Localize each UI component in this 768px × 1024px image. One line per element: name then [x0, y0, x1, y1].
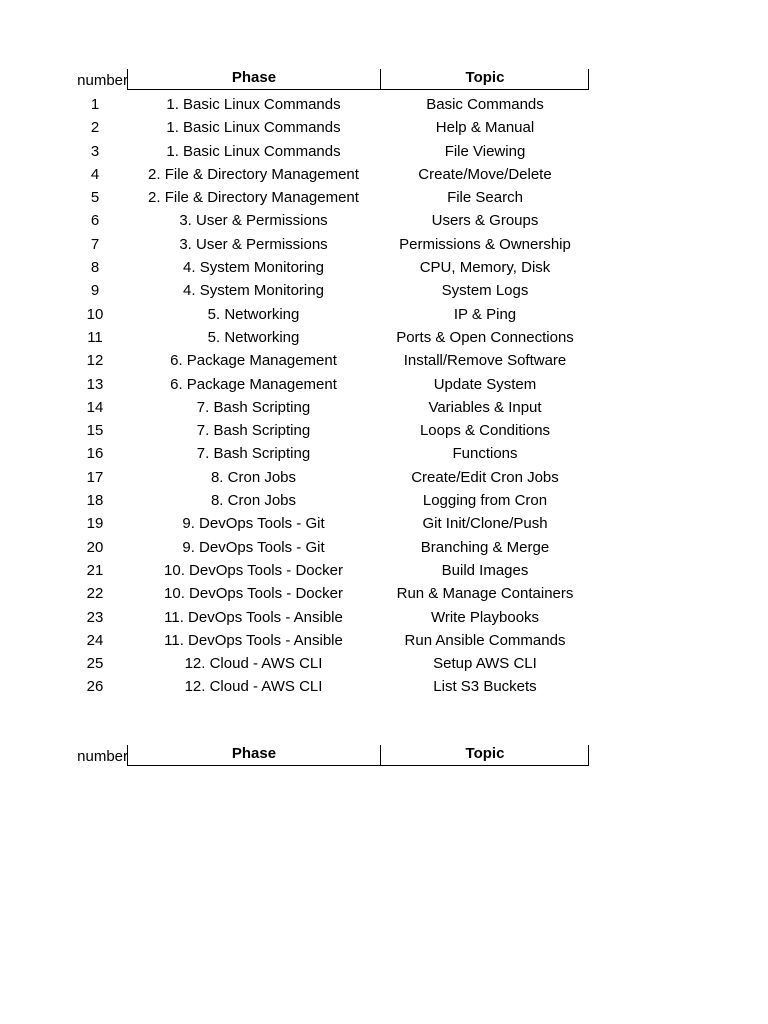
- cell-phase: 11. DevOps Tools - Ansible: [164, 608, 343, 626]
- table-row: [0, 140, 768, 163]
- cell-topic: File Search: [447, 189, 523, 207]
- table-row: [0, 116, 768, 139]
- table-row: [0, 466, 768, 489]
- cell-topic: IP & Ping: [453, 305, 517, 323]
- cell-topic: Create/Edit Cron Jobs: [411, 468, 559, 486]
- table-row: [0, 652, 768, 675]
- cell-phase: 4. System Monitoring: [183, 259, 324, 277]
- cell-topic: Variables & Input: [428, 398, 542, 416]
- cell-number: 21: [86, 561, 104, 579]
- cell-number: 5: [90, 189, 100, 207]
- table-row: [0, 233, 768, 256]
- cell-phase: 7. Bash Scripting: [196, 445, 311, 463]
- cell-topic: Help & Manual: [435, 119, 535, 137]
- cell-topic: Run & Manage Containers: [396, 585, 574, 603]
- cell-number: 20: [86, 538, 104, 556]
- cell-phase: 7. Bash Scripting: [196, 422, 311, 440]
- table-row: [0, 349, 768, 372]
- cell-phase: 7. Bash Scripting: [196, 398, 311, 416]
- cell-number: 1: [90, 96, 100, 113]
- header-box: [127, 69, 589, 90]
- header-topic: Topic: [465, 69, 505, 86]
- header-number: number: [77, 72, 128, 89]
- cell-number: 19: [86, 515, 104, 533]
- cell-number: 25: [86, 655, 104, 673]
- cell-topic: Loops & Conditions: [419, 422, 551, 440]
- table-row: [0, 582, 768, 605]
- cell-phase: 9. DevOps Tools - Git: [182, 538, 325, 556]
- table-row: [0, 256, 768, 279]
- cell-number: 11: [87, 328, 103, 346]
- header-number: number: [77, 748, 128, 765]
- cell-phase: 4. System Monitoring: [183, 282, 324, 300]
- table-row: [0, 303, 768, 326]
- cell-topic: Functions: [452, 445, 518, 463]
- cell-phase: 5. Networking: [207, 305, 300, 323]
- cell-topic: Permissions & Ownership: [399, 235, 571, 253]
- table-body: [0, 93, 768, 699]
- header-box: [127, 745, 589, 766]
- table-row: [0, 489, 768, 512]
- cell-phase: 12. Cloud - AWS CLI: [184, 655, 323, 673]
- table-row: [0, 419, 768, 442]
- cell-topic: Setup AWS CLI: [433, 655, 537, 673]
- cell-phase: 1. Basic Linux Commands: [166, 119, 341, 137]
- header-phase: Phase: [231, 69, 277, 86]
- header-topic: Topic: [465, 745, 505, 762]
- cell-phase: 8. Cron Jobs: [210, 468, 297, 486]
- cell-phase: 10. DevOps Tools - Docker: [164, 585, 343, 603]
- table-row: [0, 209, 768, 232]
- table-row: [0, 606, 768, 629]
- cell-topic: List S3 Buckets: [433, 678, 537, 696]
- cell-number: 15: [86, 422, 104, 440]
- cell-topic: Branching & Merge: [420, 538, 550, 556]
- cell-number: 4: [90, 165, 100, 183]
- cell-number: 24: [86, 631, 104, 649]
- cell-phase: 6. Package Management: [170, 352, 337, 370]
- cell-phase: 9. DevOps Tools - Git: [182, 515, 325, 533]
- table-row: [0, 373, 768, 396]
- table-header-row: [0, 67, 768, 93]
- cell-number: 8: [90, 259, 100, 277]
- table-row: [0, 536, 768, 559]
- cell-phase: 3. User & Permissions: [179, 235, 328, 253]
- cell-phase: 8. Cron Jobs: [210, 492, 297, 510]
- cell-phase: 10. DevOps Tools - Docker: [164, 561, 343, 579]
- table-row: [0, 442, 768, 465]
- cell-topic: Install/Remove Software: [403, 352, 567, 370]
- cell-topic: File Viewing: [444, 142, 526, 160]
- cell-number: 16: [86, 445, 104, 463]
- cell-phase: 5. Networking: [207, 328, 300, 346]
- table-row: [0, 186, 768, 209]
- cell-phase: 1. Basic Linux Commands: [166, 96, 341, 113]
- table-row: [0, 675, 768, 698]
- cell-number: 14: [86, 398, 104, 416]
- cell-phase: 3. User & Permissions: [179, 212, 328, 230]
- cell-topic: Basic Commands: [426, 96, 544, 113]
- cell-number: 18: [86, 492, 104, 510]
- cell-topic: Logging from Cron: [422, 492, 548, 510]
- cell-number: 22: [86, 585, 104, 603]
- header-phase: Phase: [231, 745, 277, 762]
- cell-topic: CPU, Memory, Disk: [419, 259, 551, 277]
- cell-number: 26: [86, 678, 104, 696]
- table-row: [0, 559, 768, 582]
- cell-phase: 2. File & Directory Management: [148, 189, 359, 207]
- table-row: [0, 396, 768, 419]
- cell-phase: 6. Package Management: [170, 375, 337, 393]
- table-row: [0, 279, 768, 302]
- cell-number: 13: [86, 375, 104, 393]
- cell-topic: Users & Groups: [431, 212, 539, 230]
- empty-table: [0, 743, 768, 769]
- cell-number: 6: [90, 212, 100, 230]
- cell-number: 2: [90, 119, 100, 137]
- cell-topic: Run Ansible Commands: [404, 631, 566, 649]
- cell-phase: 11. DevOps Tools - Ansible: [164, 631, 343, 649]
- cell-number: 12: [86, 352, 104, 370]
- table-row: [0, 326, 768, 349]
- roadmap-table: [0, 67, 768, 699]
- cell-topic: System Logs: [441, 282, 529, 300]
- table-header-row: [0, 743, 768, 769]
- cell-topic: Create/Move/Delete: [418, 165, 552, 183]
- table-row: [0, 512, 768, 535]
- cell-phase: 2. File & Directory Management: [148, 165, 359, 183]
- cell-topic: Update System: [433, 375, 537, 393]
- cell-number: 7: [90, 235, 100, 253]
- cell-topic: Build Images: [441, 561, 529, 579]
- cell-phase: 12. Cloud - AWS CLI: [184, 678, 323, 696]
- cell-phase: 1. Basic Linux Commands: [166, 142, 341, 160]
- cell-number: 23: [86, 608, 104, 626]
- cell-number: 9: [90, 282, 100, 300]
- cell-number: 10: [86, 305, 104, 323]
- cell-topic: Write Playbooks: [430, 608, 540, 626]
- cell-number: 17: [86, 468, 104, 486]
- cell-number: 3: [90, 142, 100, 160]
- table-row: [0, 163, 768, 186]
- cell-topic: Git Init/Clone/Push: [422, 515, 548, 533]
- table-row: [0, 93, 768, 116]
- cell-topic: Ports & Open Connections: [396, 328, 574, 346]
- table-row: [0, 629, 768, 652]
